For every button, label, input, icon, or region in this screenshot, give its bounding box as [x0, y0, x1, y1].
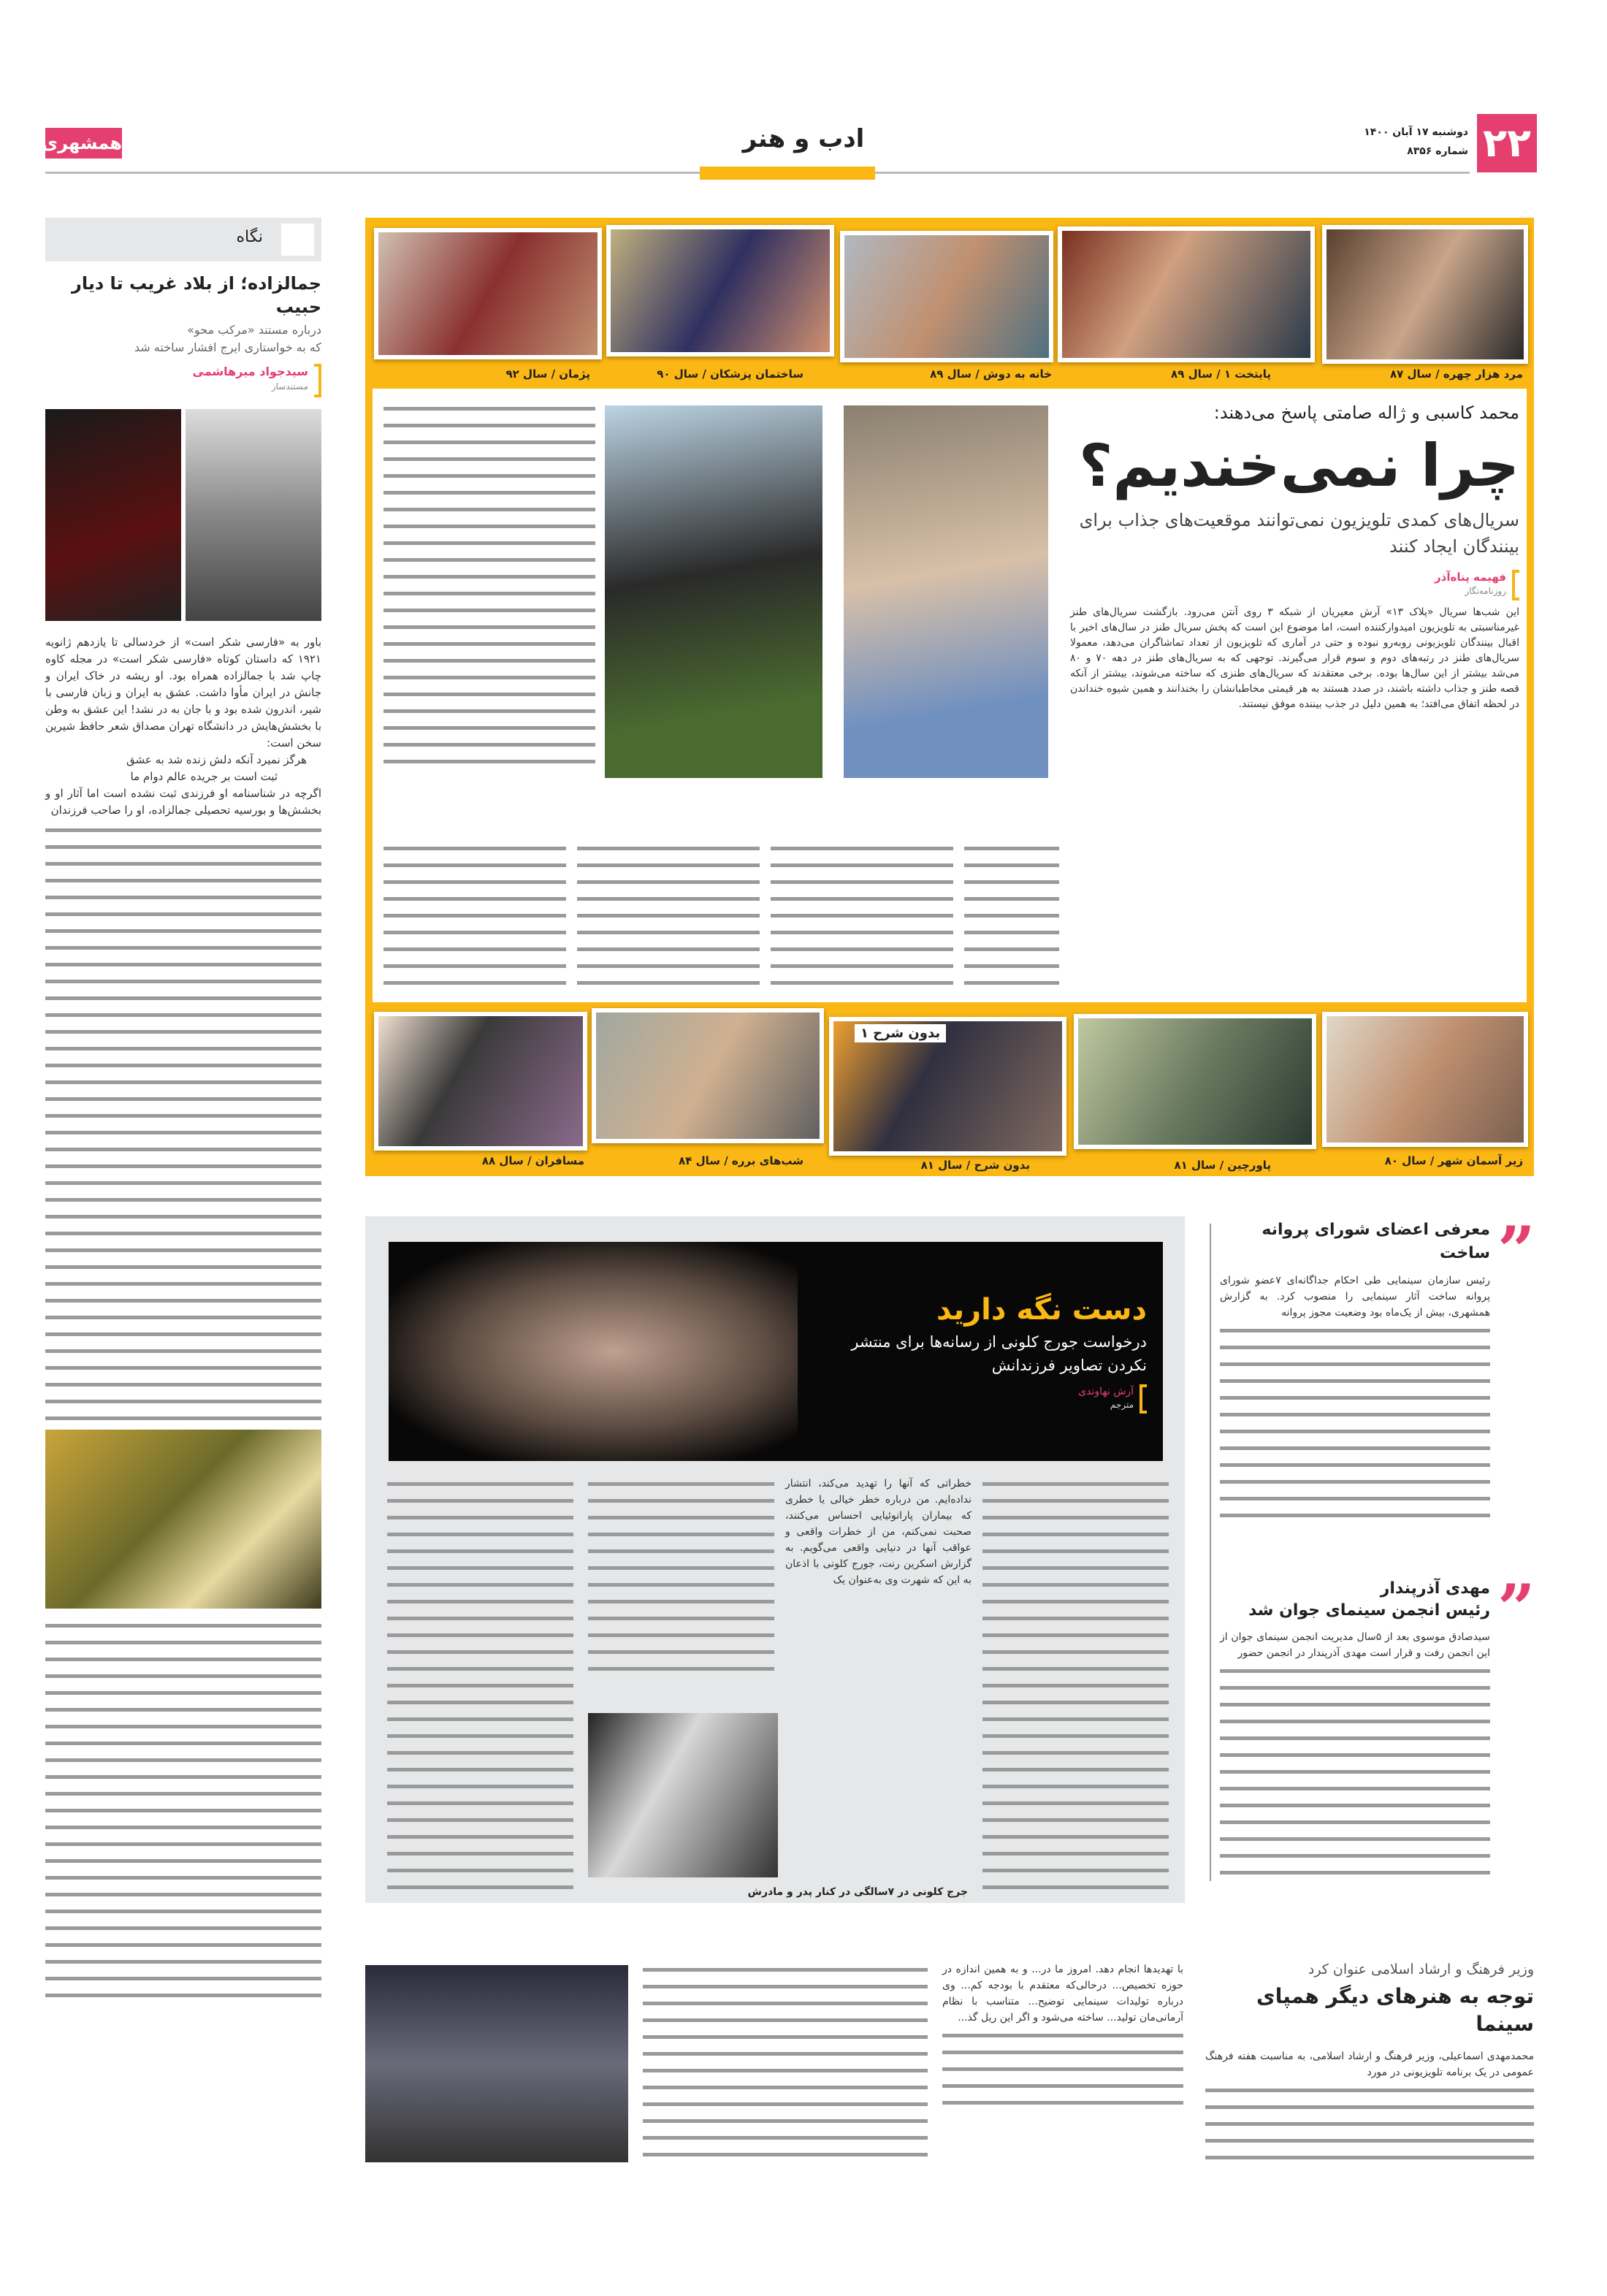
text-block [771, 840, 953, 990]
clooney-byline-text [1078, 1384, 1134, 1414]
text-block [383, 400, 595, 777]
top-photo-5 [374, 228, 602, 359]
left-byline [45, 364, 321, 397]
top-photo-4 [606, 225, 834, 356]
bottom-caption: پاورچین / سال ۸۱ [1174, 1159, 1271, 1172]
clooney-body: خطراتی که آنها را تهدید می‌کند، انتشار نداده‌ایم. من درباره خطر خیالی یا خطری که بیماران پارانوئیایی احساس می‌کنند، صحبت نمی‌کنم، من از خطرات واقعی و عواقب آنها در دنیایی واقعی می‌گویم. به گزارش اسکرین رنت، جورج کلونی با اذعان به این که شهرت وی به‌عنوان یک [785, 1478, 972, 1586]
bottom-photo-1 [1322, 1012, 1528, 1147]
quote-mark-icon: ” [1497, 1570, 1535, 1647]
byline-bracket [314, 364, 321, 397]
top-caption: پژمان / سال ۹۲ [505, 367, 590, 381]
feature-title: چرا نمی‌خندیم؟ [1078, 432, 1519, 500]
bottom-caption: شب‌های برره / سال ۸۴ [679, 1154, 804, 1167]
top-caption: پایتخت ۱ / سال ۸۹ [1171, 367, 1271, 381]
text-block [577, 840, 760, 990]
bottom-caption: زیر آسمان شهر / سال ۸۰ [1384, 1154, 1523, 1167]
bottom-photo-4 [592, 1008, 824, 1143]
clooney-author: آرش نهاوندی [1078, 1386, 1134, 1397]
news-1-body: رئیس سازمان سینمایی طی احکام جداگانه‌ای ۷عضو شورای پروانه ساخت آثار سینمایی را منصوب کرد. به گزارش همشهری، بیش از یک‌ماه بود وضعیت مجوز پروانه [1220, 1275, 1490, 1319]
bottom-photo-5 [374, 1012, 587, 1151]
left-column [45, 272, 321, 1997]
clooney-headline [807, 1289, 1147, 1414]
section-title: ادب و هنر [742, 124, 865, 153]
news-1-title: معرفی اعضای شورای پروانه ساخت [1261, 1221, 1490, 1262]
bottom-caption: بدون شرح / سال ۸۱ [920, 1159, 1030, 1172]
left-article-title: جمالزاده؛ از بلاد غریب تا دیار حبیب [72, 273, 321, 317]
bottom-body-2: با تهدیدها انجام دهد. امروز ما در... و به همین اندازه در حوزه تخصیص... درحالی‌که معتقدم با بودجه کم... وی درباره تولیدات سینمایی توضیح... متناسب با نظام آرمانی‌مان تولید... ساخته می‌شود و اگر این ریل گذ... [942, 1964, 1183, 2024]
bottom-title: توجه به هنرهای دیگر همپای سینما [1256, 1984, 1534, 2036]
bottom-article [1205, 1959, 1534, 2170]
clooney-byline [807, 1384, 1147, 1414]
top-photo-3 [840, 231, 1053, 362]
jamalzadeh-garden-photo [45, 1430, 321, 1609]
text-block [643, 1961, 928, 2166]
text-block [982, 1476, 1169, 1892]
clooney-author-role: مترجم [1110, 1400, 1134, 1410]
column-rule [1210, 1224, 1211, 1881]
text-block [942, 2027, 1183, 2115]
subtitle-line: درباره مستند «مرکب محو» [187, 323, 321, 337]
jamalzadeh-portrait-photo [186, 409, 321, 621]
top-photo-1 [1322, 225, 1528, 364]
top-caption: خانه به دوش / سال ۸۹ [930, 367, 1052, 381]
clooney-childhood-photo [588, 1713, 778, 1877]
clooney-body-column [785, 1476, 972, 1588]
clooney-photo [389, 1242, 798, 1461]
series-badge: بدون شرح ۱ [855, 1024, 946, 1042]
news-2-body: سیدصادق موسوی بعد از ۵سال مدیریت انجمن سینمای جوان از این انجمن رفت و قرار است مهدی آذرپندار در انجمن حضور [1220, 1631, 1491, 1659]
news-2 [1220, 1578, 1490, 1882]
feature-byline-text [1435, 570, 1506, 600]
left-author: سیدجواد میرهاشمی [192, 365, 308, 378]
feature-subtitle: سریال‌های کمدی تلویزیون نمی‌توانند موقعیت‌های جذاب برای بینندگان ایجاد کنند [1079, 510, 1519, 557]
feature-main-photo-kasebi [844, 405, 1048, 778]
bottom-column-2 [942, 1961, 1183, 2115]
feature-main-photo-sameti [605, 405, 822, 778]
news-1 [1220, 1218, 1490, 1519]
text-block [1205, 2082, 1534, 2170]
verse-line: هرگز نمیرد آنکه دلش زنده شد به عشق [126, 753, 307, 766]
label-square [281, 224, 314, 256]
text-block [588, 1476, 774, 1684]
negah-label-box [45, 218, 321, 262]
jamalzadeh-photo [45, 409, 181, 621]
text-block [1220, 1322, 1490, 1519]
negah-label: نگاه [236, 228, 263, 246]
left-byline-text [193, 364, 308, 397]
body-text: اگرچه در شناسنامه او فرزندی ثبت نشده است اما آثار او و بخشش‌ها و بورسیه تحصیلی جمالزاده، او را صاحب فرزندان [45, 787, 321, 817]
bottom-caption: مسافران / سال ۸۸ [481, 1154, 584, 1167]
feature-headline-column [1070, 400, 1519, 712]
bottom-photo-2 [1074, 1014, 1316, 1149]
byline-bracket [1512, 570, 1519, 600]
left-author-role: مستندساز [271, 381, 308, 392]
quote-mark-icon: ” [1497, 1212, 1535, 1289]
left-article-subtitle [45, 321, 321, 356]
title-line: رئیس انجمن سینمای جوان شد [1248, 1601, 1490, 1620]
top-caption: مرد هزار چهره / سال ۸۷ [1389, 367, 1523, 381]
left-photos [45, 409, 321, 621]
clooney-subtitle: درخواست جورج کلونی از رسانه‌ها برای منتشر نکردن تصاویر فرزندانش [851, 1333, 1147, 1374]
section-accent-bar [700, 167, 875, 180]
text-block [45, 822, 321, 1421]
top-photo-2 [1058, 226, 1315, 362]
feature-lead: این شب‌ها سریال «پلاک ۱۳» آرش معیریان از شبکه ۳ روی آنتن می‌رود. بازگشت سریال‌های طنز غیرمناسبتی به تلویزیون امیدوارکننده است، اما موضوع این است که پخش سریال طنز در سال‌های اخیر با اقبال بینندگان تلویزیونی روبه‌رو نبوده و حتی در آماری که تلویزیون از تعداد تماشاگران می‌دهد، معمولا سریال‌های طنز در رتبه‌های دوم و سوم قرار می‌گیرند. توجهی که به سریال‌های طنز در دهه ۷۰ و ۸۰ می‌شد بیشتر از این سال‌ها بوده. برخی معتقدند که سریال‌های طنزی که ساخته می‌شوند، بیشتر از آنکه قصه طنز و جذاب داشته باشند، در صدد هستند به هر قیمتی مخاطبانشان را بخندانند و همین شیوه خنداندن در لحظه اتفاق می‌افتد؛ به همین دلیل در جذب بیننده موفق نیستند. [1070, 606, 1519, 710]
bottom-body: محمدمهدی اسماعیلی، وزیر فرهنگ و ارشاد اسلامی، به مناسبت هفته فرهنگ عمومی در یک برنامه تلویزیونی در مورد [1205, 2051, 1534, 2078]
body-text: باور به «فارسی شکر است» از خردسالی تا یازدهم ژانویه ۱۹۲۱ که داستان کوتاه «فارسی شکر است» در مجله کاوه چاپ شد با جمالزاده همراه بود. او ریشه در خاک ایران و جانش در ایران مأوا داشت. عشق به ایران و زبان فارسی با شیر، اندرون شده بود و با جان به در نشد! این عشق به وطن با بخشش‌هایش در دانشگاه تهران مصداق شعر حافظ شیرین سخن است: [45, 636, 321, 750]
text-block [1220, 1663, 1490, 1882]
news-2-title [1220, 1578, 1490, 1622]
page-number-box: ۲۲ [1477, 114, 1537, 172]
clooney-photo-caption: جرج کلونی در ۷سالگی در کنار پدر و مادرش [747, 1886, 968, 1898]
feature-byline [1070, 570, 1519, 600]
subtitle-line: که به خواستاری ایرج افشار ساخته شد [134, 340, 321, 354]
feature-kicker: محمد کاسبی و ژاله صامتی پاسخ می‌دهند: [1213, 403, 1519, 423]
verse-line: ثبت است بر جریده عالم دوام ما [130, 770, 278, 783]
newspaper-logo: همشهری [45, 128, 122, 159]
issue-date: دوشنبه ۱۷ آبان ۱۴۰۰ [1364, 126, 1468, 138]
issue-number: شماره ۸۳۵۶ [1407, 145, 1468, 157]
title-line: مهدی آذرپندار [1380, 1579, 1490, 1598]
feature-author: فهیمه پناه‌آذر [1435, 571, 1506, 584]
bottom-kicker: وزیر فرهنگ و ارشاد اسلامی عنوان کرد [1308, 1961, 1534, 1977]
byline-bracket [1140, 1384, 1147, 1414]
text-block [964, 840, 1059, 990]
text-block [383, 840, 566, 990]
feature-author-role: روزنامه‌نگار [1465, 586, 1506, 596]
text-block [45, 1617, 321, 1997]
top-caption: ساختمان پزشکان / سال ۹۰ [657, 367, 804, 381]
theatre-stage-photo [365, 1965, 628, 2162]
left-body [45, 634, 321, 819]
clooney-title: دست نگه دارید [936, 1293, 1147, 1327]
text-block [387, 1476, 573, 1892]
